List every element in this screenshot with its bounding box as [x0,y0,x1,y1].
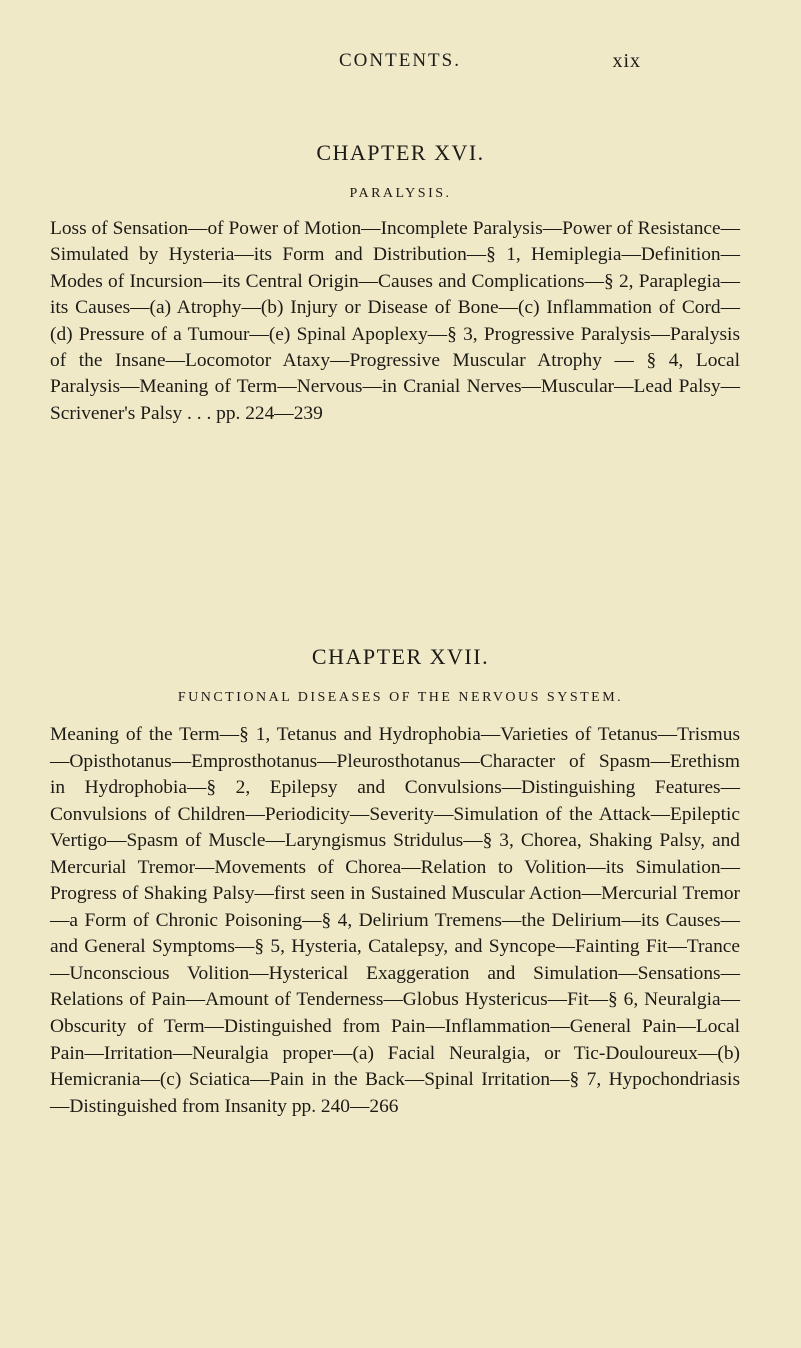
chapter-heading: CHAPTER XVI. [316,140,485,165]
chapter-subtitle: PARALYSIS. [349,186,452,201]
page-number: xix [612,50,641,72]
chapter-xvi [0,140,801,427]
chapter-xvii [0,644,801,1120]
chapter-contents-paragraph: Loss of Sensation—of Power of Motion—Incomplete Paralysis—Power of Resistance—Simulated by Hysteria—its Form and Distribution—§ 1, Hemiplegia—Definition—Modes of Incursion—its Central Origin—Causes and Complications—§ 2, Paraplegia—its Causes—(a) Atrophy—(b) Injury or Disease of Bone—(c) Inflammation of Cord—(d) Pressure of a Tumour—(e) Spinal Apoplexy—§ 3, Progressive Paralysis—Paralysis of the Insane—Locomotor Ataxy—Progressive Muscular Atrophy — § 4, Local Paralysis—Meaning of Term—Nervous—in Cranial Nerves—Muscular—Lead Palsy—Scrivener's Palsy . . . pp. 224—239 [50,218,740,424]
chapter-contents-paragraph: Meaning of the Term—§ 1, Tetanus and Hydrophobia—Varieties of Tetanus—Trismus—Opisthotanus—Emprosthotanus—Pleurosthotanus—Character of Spasm—Erethism in Hydrophobia—§ 2, Epilepsy and Convulsions—Distinguishing Features—Convulsions of Children—Periodicity—Severity—Simulation of the Attack—Epileptic Vertigo—Spasm of Muscle—Laryngismus Stridulus—§ 3, Chorea, Shaking Palsy, and Mercurial Tremor—Movements of Chorea—Relation to Volition—its Simulation—Progress of Shaking Palsy—first seen in Sustained Muscular Action—Mercurial Tremor—a Form of Chronic Poisoning—§ 4, Delirium Tremens—the Delirium—its Causes—and General Symptoms—§ 5, Hysteria, Catalepsy, and Syncope—Fainting Fit—Trance—Unconscious Volition—Hysterical Exaggeration and Simulation—Sensations—Relations of Pain—Amount of Tenderness—Globus Hystericus—Fit—§ 6, Neuralgia—Obscurity of Term—Distinguished from Pain—Inflammation—General Pain—Local Pain—Irritation—Neuralgia proper—(a) Facial Neuralgia, or Tic-Douloureux—(b) Hemicrania—(c) Sciatica—Pain in the Back—Spinal Irritation—§ 7, Hypochondriasis—Distinguished from Insanity pp. 240—266 [50,724,740,1117]
chapter-heading: CHAPTER XVII. [311,644,490,669]
running-head [0,50,801,80]
running-head-title: CONTENTS. [339,50,461,71]
chapter-subtitle: FUNCTIONAL DISEASES OF THE NERVOUS SYSTEM. [177,690,624,705]
